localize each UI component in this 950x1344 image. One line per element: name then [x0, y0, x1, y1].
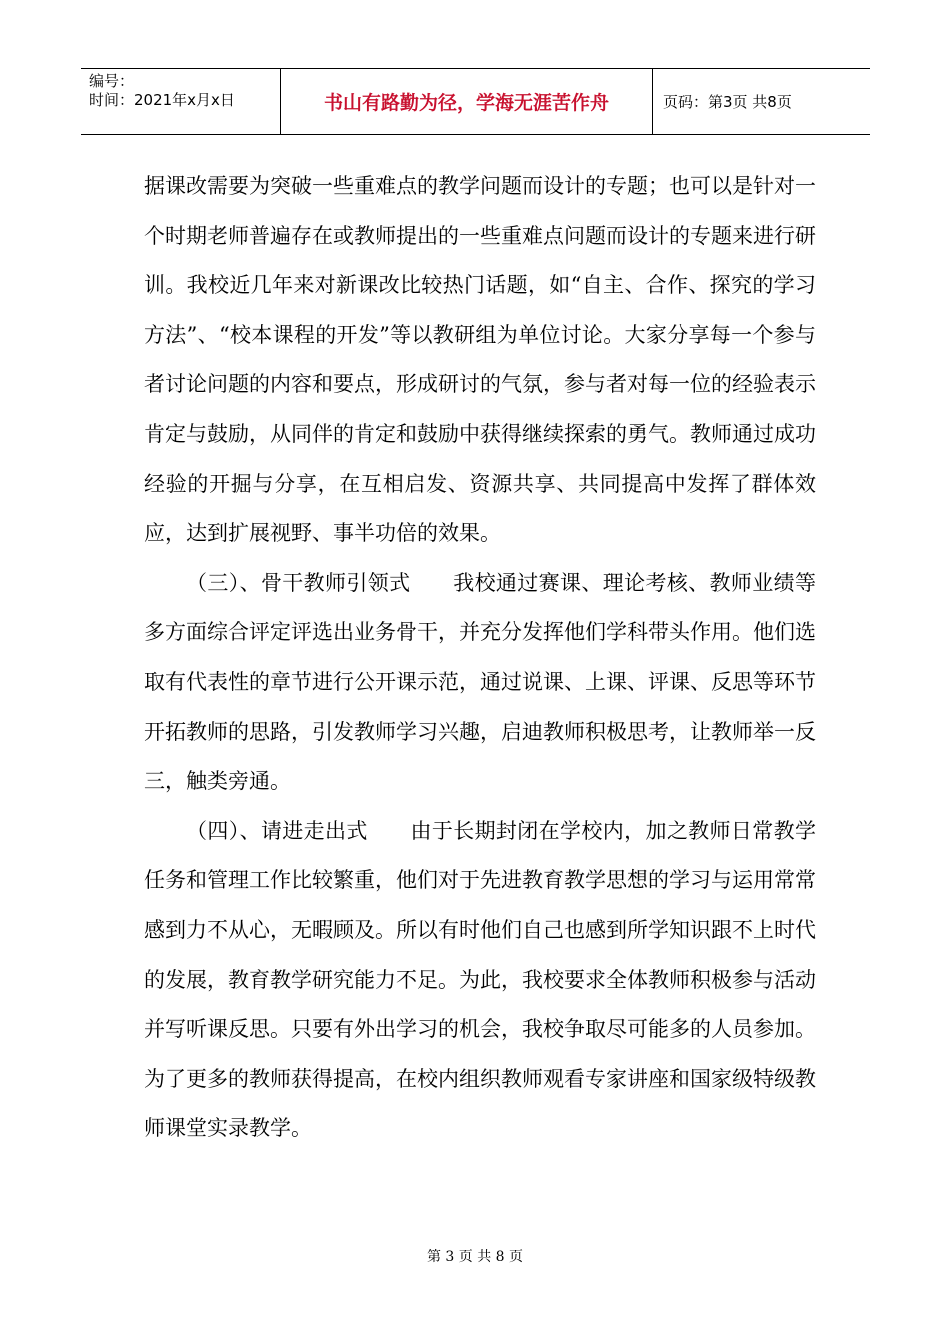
- page-header: [81, 68, 870, 135]
- header-motto-cell: [281, 69, 653, 134]
- date-label: 时间：2021年x月x日: [89, 91, 235, 109]
- paragraph-continued: 据课改需要为突破一些重难点的教学问题而设计的专题；也可以是针对一个时期老师普遍存在或教师提出的一些重难点问题而设计的专题来进行研训。我校近几年来对新课改比较热门话题，如“自主、合作、探究的学习方法”、“校本课程的开发”等以教研组为单位讨论。大家分享每一个参与者讨论问题的内容和要点，形成研讨的气氛，参与者对每一位的经验表示肯定与鼓励，从同伴的肯定和鼓励中获得继续探索的勇气。教师通过成功经验的开掘与分享，在互相启发、资源共享、共同提高中发挥了群体效应，达到扩展视野、事半功倍的效果。: [144, 174, 816, 546]
- header-motto: 书山有路勤为径，学海无涯苦作舟: [323, 92, 609, 114]
- paragraph-backbone-teachers: （三）、骨干教师引领式 我校通过赛课、理论考核、教师业绩等多方面综合评定评选出业务骨干，并充分发挥他们学科带头作用。他们选取有代表性的章节进行公开课示范，通过说课、上课、评课、反思等环节开拓教师的思路，引发教师学习兴趣，启迪教师积极思考，让教师举一反三，触类旁通。: [144, 570, 816, 794]
- header-page-number: 页码：第3页 共8页: [663, 93, 792, 111]
- header-pager-cell: [653, 69, 870, 134]
- page-footer-number: 第 3 页 共 8 页: [426, 1249, 524, 1265]
- paragraph-invite-and-go-out: （四）、请进走出式 由于长期封闭在学校内，加之教师日常教学任务和管理工作比较繁重，他们对于先进教育教学思想的学习与运用常常感到力不从心，无暇顾及。所以有时他们自己也感到所学知识跟不上时代的发展，教育教学研究能力不足。为此，我校要求全体教师积极参与活动并写听课反思。只要有外出学习的机会，我校争取尽可能多的人员参加。为了更多的教师获得提高，在校内组织教师观看专家讲座和国家级特级教师课堂实录教学。: [144, 818, 816, 1141]
- header-info-cell: [81, 69, 281, 134]
- document-body: [144, 162, 816, 1154]
- serial-number-label: 编号：: [89, 72, 135, 90]
